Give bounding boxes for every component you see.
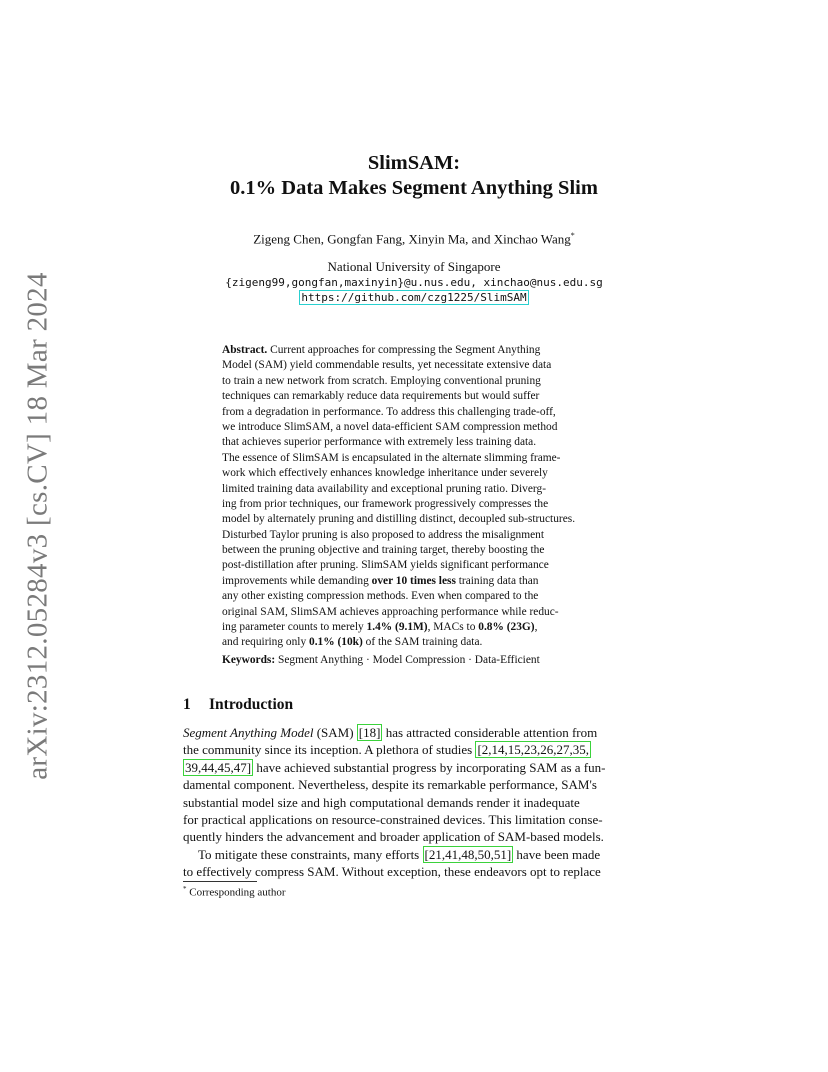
abstract <box>222 343 610 651</box>
section-number: 1 <box>183 696 191 713</box>
arxiv-stamp-text: arXiv:2312.05284v3 [cs.CV] 18 Mar 2024 <box>21 272 54 780</box>
author-list <box>0 231 828 247</box>
paper-title-line1: SlimSAM: <box>367 152 461 174</box>
citation-link[interactable]: [21,41,48,50,51] <box>424 846 512 862</box>
abstract-line: between the pruning objective and training target, thereby boosting the <box>222 544 545 557</box>
body-line: for practical applications on resource-constrained devices. This limitation conse- <box>183 811 603 827</box>
abstract-emphasis: 0.1% (10k) <box>309 636 363 649</box>
body-text: To mitigate these constraints, many efforts <box>198 846 423 862</box>
body-text: the community since its inception. A plethora of studies <box>183 742 476 758</box>
abstract-text: improvements while demanding <box>222 574 372 587</box>
abstract-emphasis: 1.4% (9.1M) <box>366 621 428 634</box>
intro-body <box>183 724 653 881</box>
citation-link[interactable]: 39,44,45,47] <box>185 759 252 775</box>
abstract-line: ing from prior techniques, our framework progressively compresses the <box>222 497 549 510</box>
footnote-mark: * <box>183 885 187 893</box>
abstract-line: to train a new network from scratch. Employing conventional pruning <box>222 374 541 387</box>
section-title: Introduction <box>209 696 294 713</box>
paper-title-line2: 0.1% Data Makes Segment Anything Slim <box>230 177 598 199</box>
abstract-line: model by alternately pruning and distilling distinct, decoupled sub-structures. <box>222 513 576 526</box>
body-line: substantial model size and high computational demands render it inadequate <box>183 794 580 810</box>
abstract-line: original SAM, SlimSAM achieves approaching performance while reduc- <box>222 605 559 618</box>
keywords-text: Segment Anything · Model Compression · Data-Efficient <box>278 654 540 666</box>
abstract-line: from a degradation in performance. To address this challenging trade-off, <box>222 405 556 418</box>
abstract-line: work which effectively enhances knowledge inheritance under severely <box>222 467 548 480</box>
body-italic: Segment Anything Model <box>183 725 314 740</box>
abstract-line: Current approaches for compressing the Segment Anything <box>270 344 541 356</box>
abstract-text: ing parameter counts to merely <box>222 621 367 634</box>
abstract-line: post-distillation after pruning. SlimSAM yields significant performance <box>222 559 549 572</box>
body-line: to effectively compress SAM. Without exception, these endeavors opt to replace <box>183 864 601 880</box>
abstract-text: , MACs to <box>427 621 479 634</box>
body-line <box>183 759 653 776</box>
abstract-line: we introduce SlimSAM, a novel data-efficient SAM compression method <box>222 420 558 433</box>
body-text: (SAM) <box>313 725 357 740</box>
abstract-text: of the SAM training data. <box>362 636 483 649</box>
body-line <box>183 846 653 863</box>
repo-link[interactable]: https://github.com/czg1225/SlimSAM <box>301 291 527 304</box>
abstract-line: any other existing compression methods. Even when compared to the <box>222 590 539 603</box>
abstract-line: limited training data availability and exceptional pruning ratio. Diverg- <box>222 482 547 495</box>
author-emails: {zigeng99,gongfan,maxinyin}@u.nus.edu, xinchao@nus.edu.sg <box>225 276 603 289</box>
author-mark: * <box>570 231 575 240</box>
body-line: quently hinders the advancement and broader application of SAM-based models. <box>183 829 604 845</box>
abstract-text: and requiring only <box>222 636 309 649</box>
citation-link[interactable]: [2,14,15,23,26,27,35, <box>477 742 590 758</box>
abstract-line <box>222 574 610 589</box>
footnote-text: Corresponding author <box>189 886 286 899</box>
body-text: have achieved substantial progress by incorporating SAM as a fun- <box>253 759 606 775</box>
abstract-line: The essence of SlimSAM is encapsulated in the alternate slimming frame- <box>222 451 561 464</box>
repo-link-row <box>0 291 828 304</box>
abstract-emphasis: 0.8% (23G) <box>478 621 535 634</box>
section-heading <box>183 696 293 714</box>
abstract-line <box>222 620 610 635</box>
body-text: has attracted considerable attention from <box>382 725 598 740</box>
keywords <box>222 654 540 666</box>
abstract-line: Disturbed Taylor pruning is also proposed to address the misalignment <box>222 528 544 541</box>
abstract-text: training data than <box>455 574 539 587</box>
abstract-line: Model (SAM) yield commendable results, yet necessitate extensive data <box>222 359 552 372</box>
body-text: have been made <box>513 846 601 862</box>
abstract-text: , <box>534 621 538 634</box>
body-line <box>183 724 653 741</box>
body-line: damental component. Nevertheless, despite its remarkable performance, SAM's <box>183 777 597 793</box>
affiliation: National University of Singapore <box>327 259 501 274</box>
abstract-emphasis: over 10 times less <box>371 574 456 587</box>
body-line <box>183 741 653 758</box>
abstract-label: Abstract. <box>222 344 268 356</box>
abstract-line: techniques can remarkably reduce data requirements but would suffer <box>222 390 540 403</box>
abstract-line: that achieves superior performance with extremely less training data. <box>222 436 537 449</box>
citation-link[interactable]: [18] <box>358 725 381 740</box>
footnote-rule <box>183 881 257 882</box>
footnote <box>183 885 285 899</box>
authors: Zigeng Chen, Gongfan Fang, Xinyin Ma, and Xinchao Wang <box>253 231 571 247</box>
keywords-label: Keywords: <box>222 654 276 666</box>
abstract-line <box>222 635 610 650</box>
